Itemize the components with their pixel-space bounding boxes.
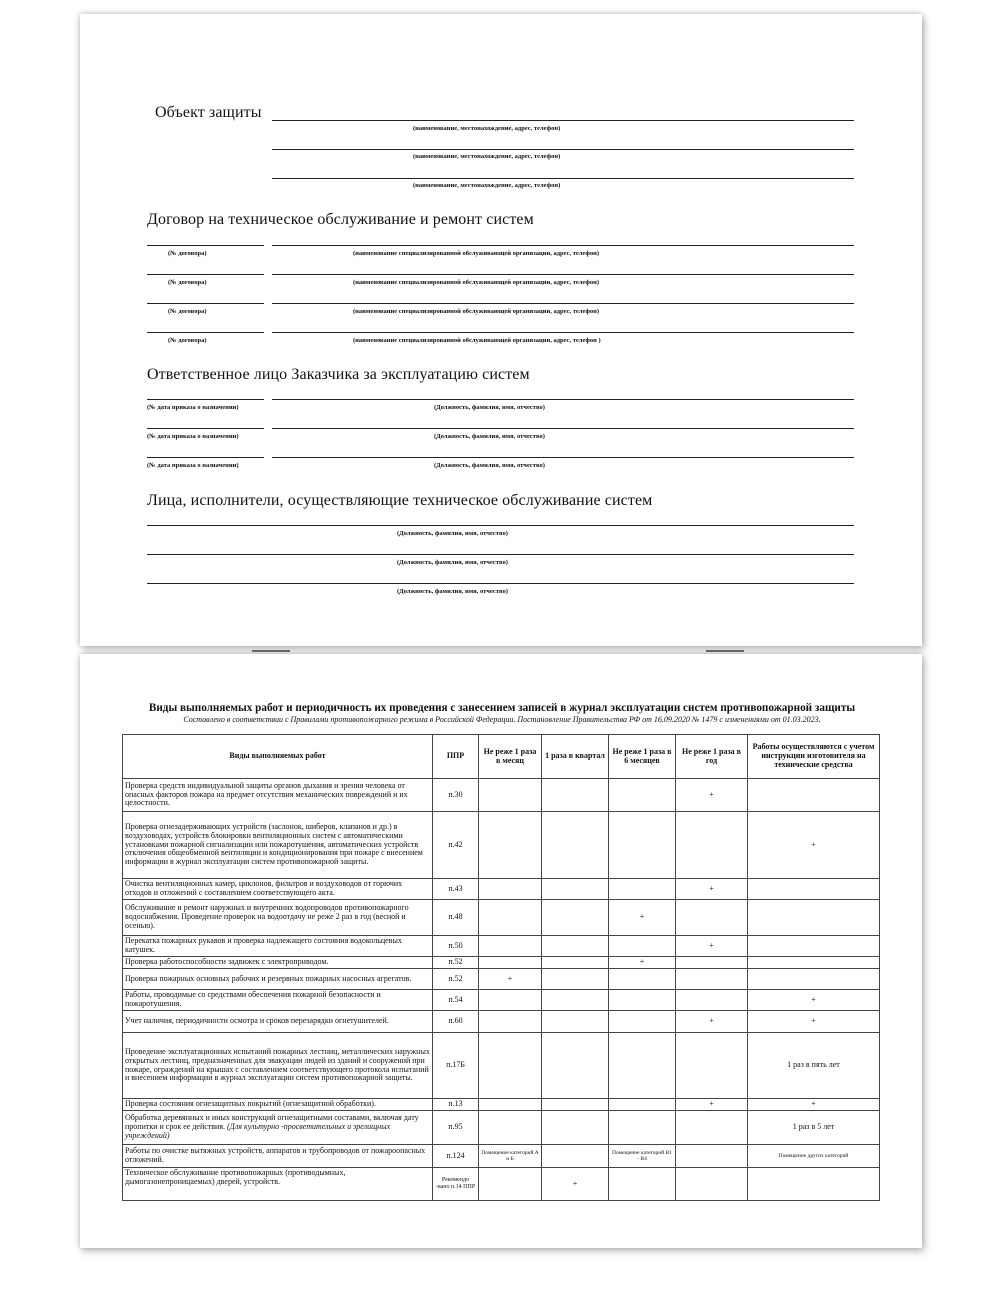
half-year-cell[interactable] xyxy=(609,879,676,900)
ppr-cell: п.48 xyxy=(433,900,479,936)
executor-line-2[interactable] xyxy=(147,554,854,555)
half-year-cell[interactable]: + xyxy=(609,900,676,936)
responsible-person-line-3[interactable] xyxy=(272,457,854,458)
yearly-cell[interactable] xyxy=(676,969,748,990)
monthly-cell[interactable] xyxy=(479,957,542,969)
ppr-cell: п.54 xyxy=(433,990,479,1011)
half-year-cell[interactable] xyxy=(609,1011,676,1033)
half-year-cell[interactable]: + xyxy=(609,957,676,969)
contract-number-caption-2: (№ договора) xyxy=(168,279,207,286)
work-note: (Для культурно -просветительных и зрелищных учреждений) xyxy=(125,1122,391,1140)
contract-org-caption-4: (наименование специализированной обслуживающей организации, адрес, телефон ) xyxy=(353,337,601,344)
works-table-subtitle: Составлено в соответствии с Правилами противопожарного режима в Российской Федерации. Постановление Правительства РФ от 16.09.2020 № 1479 с изменениями от 01.03.2023. xyxy=(183,715,821,724)
ppr-cell: п.95 xyxy=(433,1111,479,1145)
half-year-cell[interactable] xyxy=(609,1099,676,1111)
contract-org-line-3[interactable] xyxy=(272,303,854,304)
manufacturer-cell[interactable]: + xyxy=(748,990,880,1011)
monthly-cell[interactable]: Помещение категорий А и Б xyxy=(479,1145,542,1168)
contract-number-line-2[interactable] xyxy=(147,274,264,275)
contract-org-line-1[interactable] xyxy=(272,245,854,246)
quarterly-cell[interactable] xyxy=(542,900,609,936)
manufacturer-cell[interactable] xyxy=(748,1168,880,1201)
header-manufacturer: Работы осуществляются с учетом инструкции изготовителя на технические средства xyxy=(748,735,880,779)
contract-number-line-1[interactable] xyxy=(147,245,264,246)
quarterly-cell[interactable] xyxy=(542,879,609,900)
yearly-cell[interactable] xyxy=(676,1168,748,1201)
work-cell: Проверка работоспособности задвижек с электроприводом. xyxy=(123,957,433,969)
contract-title: Договор на техническое обслуживание и ремонт систем xyxy=(147,211,534,228)
ppr-cell: п.42 xyxy=(433,812,479,879)
ppr-cell: п.43 xyxy=(433,879,479,900)
work-cell: Учет наличия, периодичности осмотра и сроков перезарядки огнетушителей. xyxy=(123,1011,433,1033)
work-cell: Проверка огнезадерживающих устройств (заслонок, шиберов, клапанов и др.) в воздуховодах, устройств блокировки вентиляционных систем с автоматическими установками пожарной сигнализации или пожаротушения, автоматических устройств отключения общеобменной вентиляции и кондиционирования при пожаре с внесением информации в журнал эксплуатации систем противопожарной защиты. xyxy=(123,812,433,879)
responsible-title: Ответственное лицо Заказчика за эксплуатацию систем xyxy=(147,366,530,383)
work-cell: Обслуживание и ремонт наружных и внутренних водопроводов противопожарного водоснабжения. Проведение проверок на водоотдачу не реже 2 раз в год (весной и осенью). xyxy=(123,900,433,936)
responsible-person-line-1[interactable] xyxy=(272,399,854,400)
contract-number-caption-3: (№ договора) xyxy=(168,308,207,315)
table-row xyxy=(123,900,880,936)
monthly-cell[interactable] xyxy=(479,1111,542,1145)
yearly-cell[interactable] xyxy=(676,1111,748,1145)
quarterly-cell[interactable] xyxy=(542,779,609,812)
contract-number-line-3[interactable] xyxy=(147,303,264,304)
yearly-cell[interactable]: + xyxy=(676,1011,748,1033)
half-year-cell[interactable] xyxy=(609,990,676,1011)
object-line-2[interactable] xyxy=(272,149,854,150)
yearly-cell[interactable] xyxy=(676,812,748,879)
fold-mark-left xyxy=(252,650,290,652)
monthly-cell[interactable] xyxy=(479,936,542,957)
contract-org-line-2[interactable] xyxy=(272,274,854,275)
works-table-title: Виды выполняемых работ и периодичность их проведения с занесением записей в журнал эксплуатации систем противопожарной защиты xyxy=(148,702,856,714)
responsible-order-line-1[interactable] xyxy=(147,399,264,400)
works-table xyxy=(122,734,880,1201)
half-year-cell[interactable] xyxy=(609,936,676,957)
half-year-cell[interactable] xyxy=(609,1111,676,1145)
monthly-cell[interactable] xyxy=(479,1011,542,1033)
manufacturer-cell[interactable] xyxy=(748,969,880,990)
contract-org-line-4[interactable] xyxy=(272,332,854,333)
object-caption-3: (наименование, местонахождение, адрес, телефон) xyxy=(413,182,561,189)
monthly-cell[interactable] xyxy=(479,1099,542,1111)
quarterly-cell[interactable] xyxy=(542,1011,609,1033)
responsible-order-caption-3: (№ дата приказа о назначении) xyxy=(147,462,239,469)
work-cell: Проведение эксплуатационных испытаний пожарных лестниц, металлических наружных открытых лестниц, предназначенных для эвакуации людей из зданий и сооружений при пожаре, ограждений на крышах с составлением соответствующего протокола испытаний и внесением информации в журнал эксплуатации систем противопожарной защиты. xyxy=(123,1033,433,1099)
table-row xyxy=(123,1168,880,1201)
object-caption-1: (наименование, местонахождение, адрес, телефон) xyxy=(413,125,561,132)
manufacturer-cell[interactable]: 1 раз в 5 лет xyxy=(748,1111,880,1145)
contract-org-caption-2: (наименование специализированной обслуживающей организации, адрес, телефон) xyxy=(353,279,600,286)
monthly-cell[interactable] xyxy=(479,779,542,812)
table-row xyxy=(123,1033,880,1099)
quarterly-cell[interactable] xyxy=(542,1099,609,1111)
table-header-row xyxy=(123,735,880,779)
ppr-cell: п.30 xyxy=(433,779,479,812)
yearly-cell[interactable] xyxy=(676,900,748,936)
header-half-year: Не реже 1 раза в 6 месяцев xyxy=(609,735,676,779)
work-cell: Проверка средств индивидуальной защиты органов дыхания и зрения человека от опасных факторов пожара на предмет отсутствия механических повреждений и их целостности. xyxy=(123,779,433,812)
manufacturer-cell[interactable]: + xyxy=(748,1011,880,1033)
yearly-cell[interactable] xyxy=(676,1145,748,1168)
table-row xyxy=(123,957,880,969)
half-year-cell[interactable] xyxy=(609,969,676,990)
half-year-cell[interactable] xyxy=(609,1168,676,1201)
executor-caption-3: (Должность, фамилия, имя, отчество) xyxy=(397,588,508,595)
object-title: Объект защиты xyxy=(155,104,262,121)
executor-caption-2: (Должность, фамилия, имя, отчество) xyxy=(397,559,508,566)
work-cell: Техническое обслуживание противопожарных (противодымных, дымогазонепроницаемых) дверей, устройств. xyxy=(123,1168,433,1201)
responsible-person-caption-2: (Должность, фамилия, имя, отчество) xyxy=(434,433,545,440)
contract-number-caption-4: (№ договора) xyxy=(168,337,207,344)
contract-number-caption-1: (№ договора) xyxy=(168,250,207,257)
yearly-cell[interactable]: + xyxy=(676,1099,748,1111)
responsible-person-caption-1: (Должность, фамилия, имя, отчество) xyxy=(434,404,545,411)
object-line-1[interactable] xyxy=(272,120,854,121)
responsible-person-line-2[interactable] xyxy=(272,428,854,429)
yearly-cell[interactable] xyxy=(676,1033,748,1099)
manufacturer-cell[interactable]: Помещение других категорий xyxy=(748,1145,880,1168)
manufacturer-cell[interactable] xyxy=(748,957,880,969)
half-year-cell[interactable] xyxy=(609,812,676,879)
manufacturer-cell[interactable] xyxy=(748,900,880,936)
monthly-cell[interactable] xyxy=(479,812,542,879)
manufacturer-cell[interactable]: + xyxy=(748,1099,880,1111)
object-caption-2: (наименование, местонахождение, адрес, телефон) xyxy=(413,153,561,160)
monthly-cell[interactable] xyxy=(479,879,542,900)
table-row xyxy=(123,990,880,1011)
yearly-cell[interactable] xyxy=(676,990,748,1011)
work-cell: Перекатка пожарных рукавов и проверка надлежащего состояния водокольцевых катушек. xyxy=(123,936,433,957)
table-row xyxy=(123,812,880,879)
header-quarterly: 1 раза в квартал xyxy=(542,735,609,779)
fold-mark-right xyxy=(706,650,744,652)
quarterly-cell[interactable] xyxy=(542,812,609,879)
ppr-cell: п.50 xyxy=(433,936,479,957)
monthly-cell[interactable] xyxy=(479,900,542,936)
contract-org-caption-1: (наименование специализированной обслуживающей организации, адрес, телефон) xyxy=(353,250,600,257)
work-text: Обработка деревянных и иных конструкций огнезащитными составами, включая дату пропитки и срок ее действия. xyxy=(125,1113,419,1132)
quarterly-cell[interactable] xyxy=(542,957,609,969)
responsible-order-line-3[interactable] xyxy=(147,457,264,458)
work-cell: Проверка состояния огнезащитных покрытий (огнезащитной обработки). xyxy=(123,1099,433,1111)
table-row xyxy=(123,1145,880,1168)
quarterly-cell[interactable]: + xyxy=(542,1168,609,1201)
half-year-cell[interactable] xyxy=(609,779,676,812)
monthly-cell[interactable] xyxy=(479,990,542,1011)
contract-number-line-4[interactable] xyxy=(147,332,264,333)
work-cell xyxy=(123,1111,433,1145)
manufacturer-cell[interactable]: 1 раз в пять лет xyxy=(748,1033,880,1099)
work-cell: Работы, проводимые со средствами обеспечения пожарной безопасности и пожаротушения. xyxy=(123,990,433,1011)
ppr-cell: п.60 xyxy=(433,1011,479,1033)
header-monthly: Не реже 1 раза в месяц xyxy=(479,735,542,779)
header-ppr: ППР xyxy=(433,735,479,779)
table-row xyxy=(123,969,880,990)
work-cell: Работы по очистке вытяжных устройств, аппаратов и трубопроводов от пожароопасных отложений. xyxy=(123,1145,433,1168)
responsible-order-caption-2: (№ дата приказа о назначении) xyxy=(147,433,239,440)
header-yearly: Не реже 1 раза в год xyxy=(676,735,748,779)
contract-org-caption-3: (наименование специализированной обслуживающей организации, адрес, телефон) xyxy=(353,308,600,315)
responsible-order-caption-1: (№ дата приказа о назначении) xyxy=(147,404,239,411)
header-works: Виды выполняемых работ xyxy=(123,735,433,779)
yearly-cell[interactable]: + xyxy=(676,936,748,957)
ppr-cell: п.17Б xyxy=(433,1033,479,1099)
yearly-cell[interactable]: + xyxy=(676,879,748,900)
executor-line-1[interactable] xyxy=(147,525,854,526)
monthly-cell[interactable] xyxy=(479,1168,542,1201)
executor-line-3[interactable] xyxy=(147,583,854,584)
object-line-3[interactable] xyxy=(272,178,854,179)
yearly-cell[interactable] xyxy=(676,957,748,969)
table-row xyxy=(123,779,880,812)
manufacturer-cell[interactable] xyxy=(748,936,880,957)
responsible-order-line-2[interactable] xyxy=(147,428,264,429)
responsible-person-caption-3: (Должность, фамилия, имя, отчество) xyxy=(434,462,545,469)
quarterly-cell[interactable] xyxy=(542,1111,609,1145)
quarterly-cell[interactable] xyxy=(542,1145,609,1168)
yearly-cell[interactable]: + xyxy=(676,779,748,812)
table-row xyxy=(123,1111,880,1145)
ppr-cell: Рекомендо -вано п.14 ППР xyxy=(433,1168,479,1201)
manufacturer-cell[interactable]: + xyxy=(748,812,880,879)
monthly-cell[interactable] xyxy=(479,1033,542,1099)
quarterly-cell[interactable] xyxy=(542,990,609,1011)
ppr-cell: п.52 xyxy=(433,957,479,969)
manufacturer-cell[interactable] xyxy=(748,779,880,812)
ppr-cell: п.52 xyxy=(433,969,479,990)
table-row xyxy=(123,1099,880,1111)
half-year-cell[interactable]: Помещение категорий В1 - В4 xyxy=(609,1145,676,1168)
ppr-cell: п.124 xyxy=(433,1145,479,1168)
executor-caption-1: (Должность, фамилия, имя, отчество) xyxy=(397,530,508,537)
quarterly-cell[interactable] xyxy=(542,1033,609,1099)
table-row xyxy=(123,1011,880,1033)
work-cell: Очистка вентиляционных камер, циклонов, фильтров и воздуховодов от горючих отходов и отложений с составлением соответствующего акта. xyxy=(123,879,433,900)
half-year-cell[interactable] xyxy=(609,1033,676,1099)
quarterly-cell[interactable] xyxy=(542,936,609,957)
table-row xyxy=(123,936,880,957)
monthly-cell[interactable]: + xyxy=(479,969,542,990)
work-cell: Проверка пожарных основных рабочих и резервных пожарных насосных агрегатов. xyxy=(123,969,433,990)
table-row xyxy=(123,879,880,900)
quarterly-cell[interactable] xyxy=(542,969,609,990)
manufacturer-cell[interactable] xyxy=(748,879,880,900)
executors-title: Лица, исполнители, осуществляющие техническое обслуживание систем xyxy=(147,492,653,509)
ppr-cell: п.13 xyxy=(433,1099,479,1111)
